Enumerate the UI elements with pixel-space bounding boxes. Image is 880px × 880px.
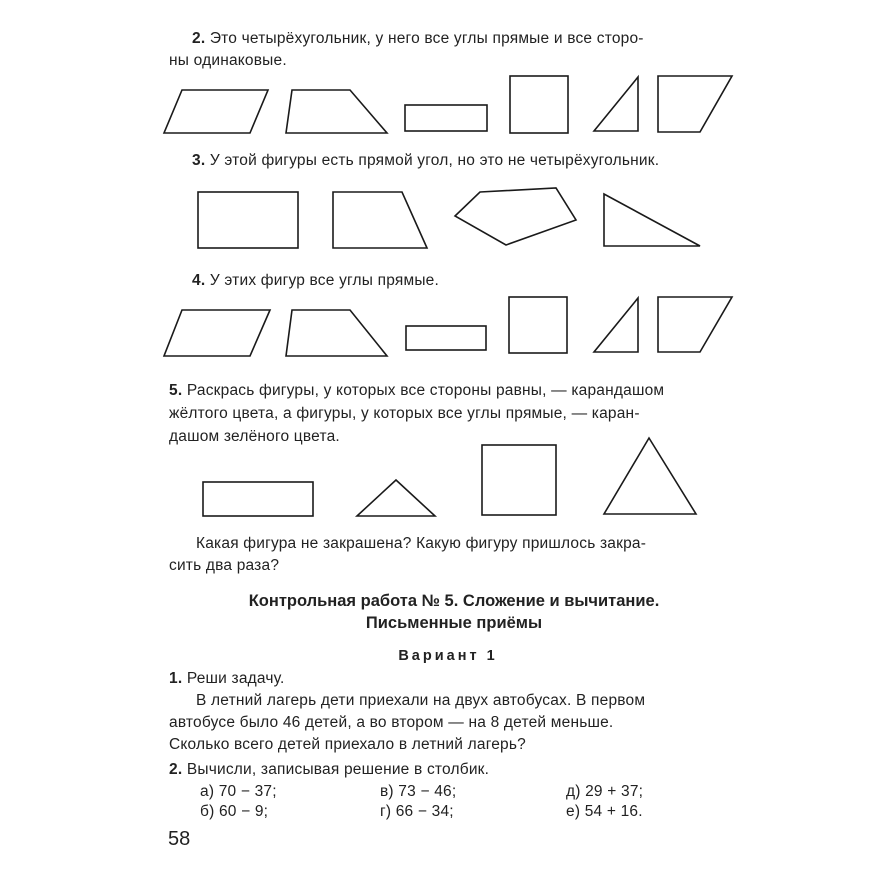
- test-title-line-2: Письменные приёмы: [365, 614, 543, 632]
- ex4-square: [509, 297, 567, 353]
- task-2-heading-text: Вычисли, записывая решение в столбик.: [186, 761, 490, 778]
- ex5-square: [482, 445, 556, 515]
- task-1-line-2: автобусе было 46 детей, а во втором — на 8 детей меньше.: [169, 714, 614, 731]
- test-title-line-1: Контрольная работа № 5. Сложение и вычитание.: [248, 592, 660, 610]
- task-2-item-v: в) 73 − 46;: [380, 783, 457, 800]
- ex2-trapezoid: [286, 90, 387, 133]
- task-2-item-b: б) 60 − 9;: [200, 803, 269, 820]
- task-1-line-1: В летний лагерь дети приехали на двух автобусах. В первом: [196, 692, 646, 709]
- exercise-3-number: 3.: [192, 152, 206, 169]
- ex4-right-triangle: [594, 298, 638, 352]
- ex4-right-trapezoid: [658, 297, 732, 352]
- exercise-4-text-1: У этих фигур все углы прямые.: [209, 272, 439, 289]
- exercise-2-text-1: Это четырёхугольник, у него все углы прямые и все сторо-: [209, 30, 644, 47]
- ex5-isosceles-triangle: [357, 480, 435, 516]
- exercise-3-text-1: У этой фигуры есть прямой угол, но это не четырёхугольник.: [209, 152, 660, 169]
- ex2-parallelogram: [164, 90, 268, 133]
- variant-heading: Вариант 1: [398, 648, 498, 664]
- ex4-parallelogram: [164, 310, 270, 356]
- page-number: 58: [168, 828, 191, 850]
- ex2-narrow-rectangle: [405, 105, 487, 131]
- exercise-5-question-2: сить два раза?: [169, 557, 280, 574]
- exercise-2-line-2: ны одинаковые.: [169, 52, 287, 69]
- task-2-item-g: г) 66 − 34;: [380, 803, 454, 820]
- task-1-line-3: Сколько всего детей приехало в летний лагерь?: [169, 736, 526, 753]
- ex3-rectangle: [198, 192, 298, 248]
- exercise-5-number: 5.: [169, 382, 183, 399]
- ex3-pentagon: [455, 188, 576, 245]
- exercise-4-number: 4.: [192, 272, 206, 289]
- task-2-item-a: а) 70 − 37;: [200, 783, 277, 800]
- exercise-5-line-3: дашом зелёного цвета.: [169, 428, 340, 445]
- ex2-square: [510, 76, 568, 133]
- ex4-narrow-rectangle: [406, 326, 486, 350]
- ex2-right-trapezoid: [658, 76, 732, 132]
- task-1-heading-text: Реши задачу.: [186, 670, 285, 687]
- ex3-right-trapezoid: [333, 192, 427, 248]
- exercise-5-question-1: Какая фигура не закрашена? Какую фигуру пришлось закра-: [196, 535, 647, 552]
- ex5-rectangle: [203, 482, 313, 516]
- ex5-equilateral-triangle: [604, 438, 696, 514]
- task-2-item-d: д) 29 + 37;: [566, 783, 644, 800]
- task-1-number: 1.: [169, 670, 183, 687]
- exercise-2-number: 2.: [192, 30, 206, 47]
- ex2-right-triangle: [594, 77, 638, 131]
- ex4-trapezoid: [286, 310, 387, 356]
- exercise-5-line-2: жёлтого цвета, а фигуры, у которых все углы прямые, — каран-: [169, 405, 640, 422]
- exercise-5-text-1: Раскрась фигуры, у которых все стороны равны, — карандашом: [186, 382, 665, 399]
- task-2-item-e: е) 54 + 16.: [566, 803, 643, 820]
- ex3-right-triangle: [604, 194, 700, 246]
- task-2-number: 2.: [169, 761, 183, 778]
